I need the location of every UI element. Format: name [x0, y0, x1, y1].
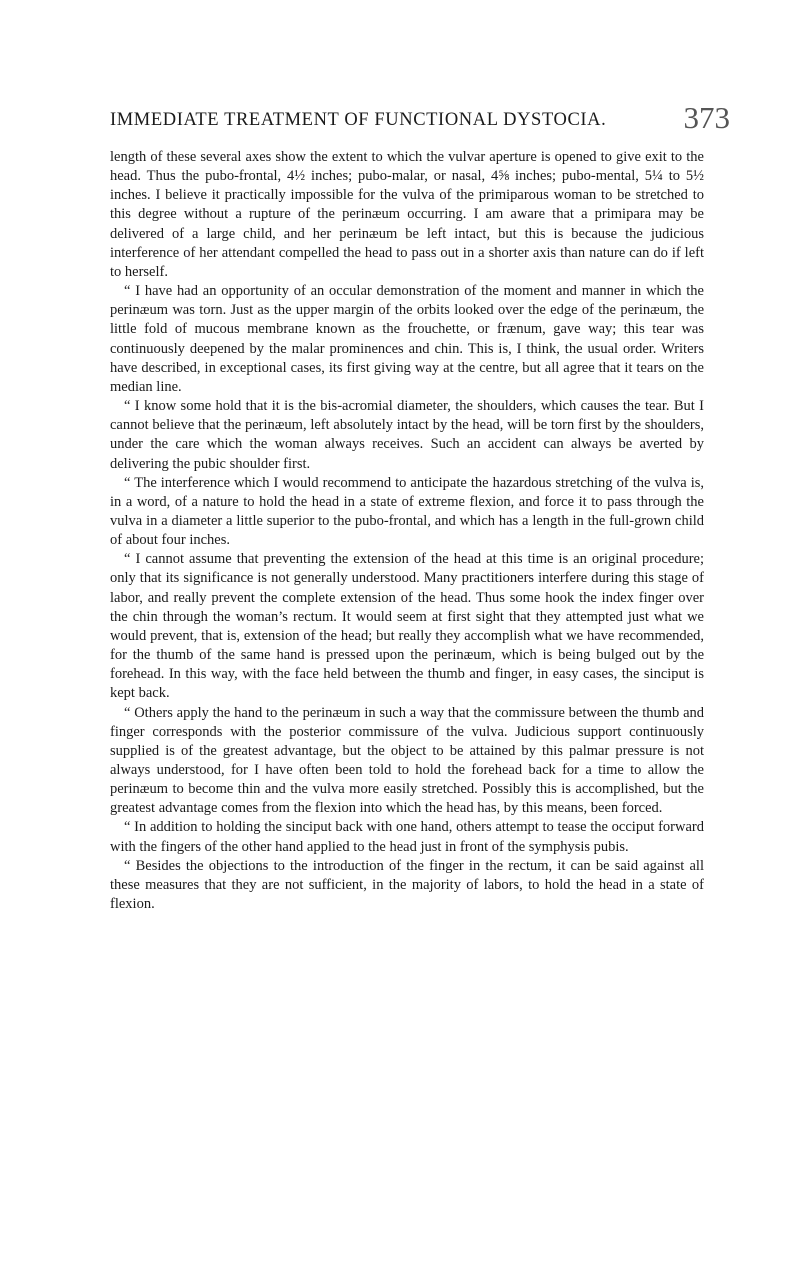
paragraph: “ I know some hold that it is the bis-acromial diameter, the shoulders, which causes the tear. But I cannot believe that the perinæum, left absolutely intact by the head, will be torn first by the shoulders, under the care which the woman always receives. Such an accident can always be averted by delivering the pubic shoulder first.: [110, 398, 704, 472]
paragraph: “ In addition to holding the sinciput back with one hand, others attempt to tease the occiput forward with the fingers of the other hand applied to the head just in front of the symphysis pubis.: [110, 819, 704, 855]
body-text: [110, 148, 704, 914]
paragraph: length of these several axes show the extent to which the vulvar aperture is opened to give exit to the head. Thus the pubo-frontal, 4½ inches; pubo-malar, or nasal, 4⅝ inches; pubo-mental, 5¼ to 5½ inches. I believe it practically impossible for the vulva of the primiparous woman to be stretched to this degree without a rupture of the perinæum occurring. I am aware that a primipara may be delivered of a large child, and her perinæum be left intact, but this is because the judicious interference of her attendant compelled the head to pass out in a shorter axis than nature can do if left to herself.: [110, 149, 704, 280]
paragraph: “ Others apply the hand to the perinæum in such a way that the commissure between the thumb and finger corresponds with the posterior commissure of the vulva. Judicious support continuously supplied is of the greatest advantage, but the object to be attained by this palmar pressure is not always understood, for I have often been told to hold the forehead back for a time to allow the perinæum to become thin and the vulva more easily stretched. Possibly this is accomplished, but the greatest advantage comes from the flexion into which the head has, by this means, been forced.: [110, 704, 704, 817]
running-head: [110, 100, 730, 140]
paragraph: “ Besides the objections to the introduction of the finger in the rectum, it can be said against all these measures that they are not sufficient, in the majority of labors, to hold the head in a state of flexion.: [110, 857, 704, 913]
paragraph: “ The interference which I would recommend to anticipate the hazardous stretching of the vulva is, in a word, of a nature to hold the head in a state of extreme flexion, and force it to pass through the vulva in a diameter a little superior to the pubo-frontal, and which has a length in the full-grown child of about four inches.: [110, 474, 704, 549]
paragraph: “ I cannot assume that preventing the extension of the head at this time is an original procedure; only that its significance is not generally understood. Many practitioners interfere during this stage of labor, and really prevent the complete extension of the head. Thus some hook the index finger over the chin through the woman’s rectum. It would seem at first sight that they attempted just what we would prevent, that is, extension of the head; but really they accomplish what we have recommended, for the thumb of the same hand is pressed upon the perinæum, which is being bulged out by the forehead. In this way, with the face held between the thumb and finger, in easy cases, the sinciput is kept back.: [110, 551, 704, 702]
running-title: IMMEDIATE TREATMENT OF FUNCTIONAL DYSTOCIA.: [110, 110, 607, 130]
paragraph: “ I have had an opportunity of an occular demonstration of the moment and manner in which the perinæum was torn. Just as the upper margin of the orbits looked over the edge of the perinæum, the little fold of mucous membrane known as the frouchette, or frænum, gave way; this tear was continuously deepened by the malar prominences and chin. This is, I think, the usual order. Writers have described, in exceptional cases, its first giving way at the centre, but all agree that it tears on the median line.: [110, 283, 704, 395]
page-number: 373: [683, 100, 730, 135]
